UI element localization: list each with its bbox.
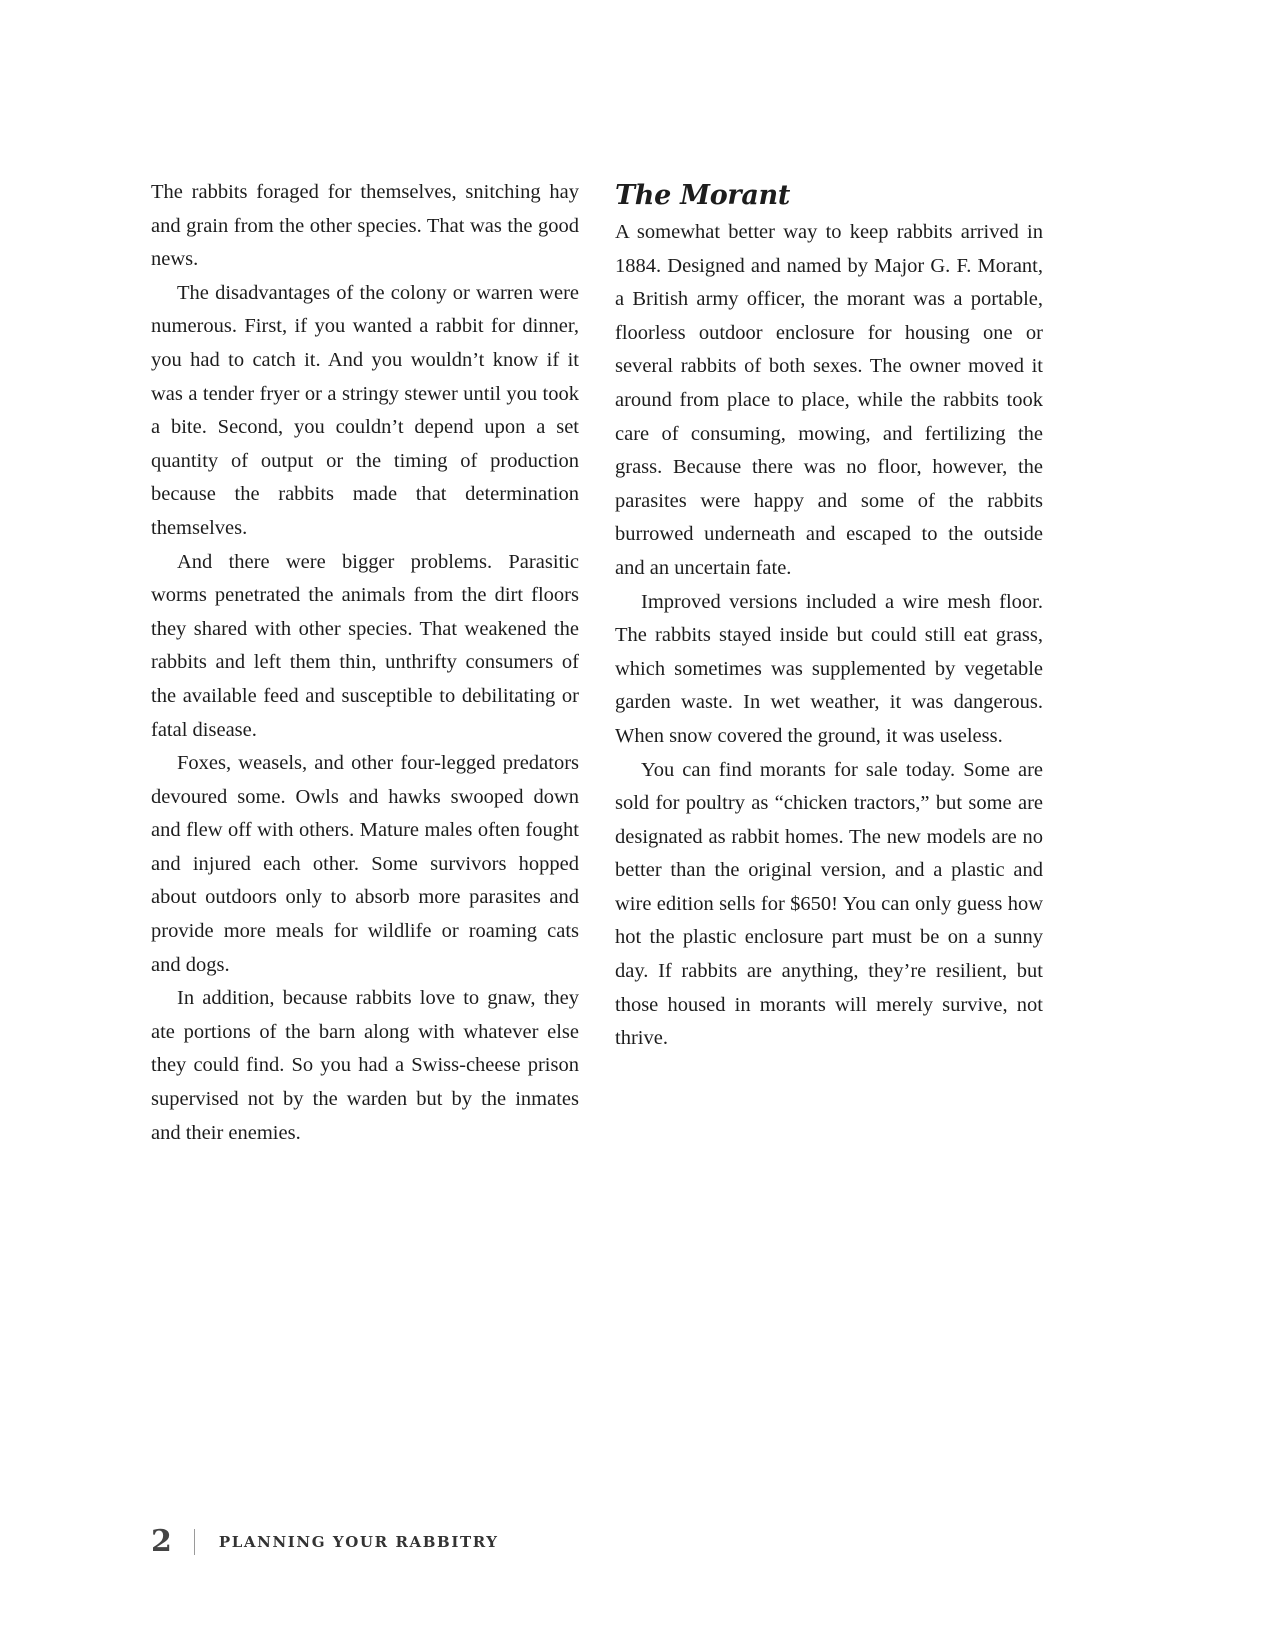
page-number: 2 [151,1524,172,1559]
body-paragraph: Improved versions included a wire mesh floor. The rabbits stayed inside but could still eat grass, which sometimes was supplemented by vegetable garden waste. In wet weather, it was dangerous. When snow covered the ground, it was useless. [615,590,1043,747]
footer-divider [194,1529,195,1555]
body-paragraph: The disadvantages of the colony or warren were numerous. First, if you wanted a rabbit for dinner, you had to catch it. And you wouldn’t know if it was a tender fryer or a stringy stewer until you took a bite. Second, you couldn’t depend upon a set quantity of output or the timing of production because the rabbits made that determination themselves. [151,281,579,539]
page-footer [151,1522,499,1562]
section-heading: The Morant [615,180,791,211]
body-paragraph: A somewhat better way to keep rabbits arrived in 1884. Designed and named by Major G. F. Morant, a British army officer, the morant was a portable, floorless outdoor enclosure for housing one or several rabbits of both sexes. The owner moved it around from place to place, while the rabbits took care of consuming, mowing, and fertilizing the grass. Because there was no floor, however, the parasites were happy and some of the rabbits burrowed underneath and escaped to the outside and an uncertain fate. [615,221,1043,579]
right-column [615,176,1043,1056]
body-paragraph: And there were bigger problems. Parasitic worms penetrated the animals from the dirt floors they shared with other species. That weakened the rabbits and left them thin, unthrifty consumers of the available feed and susceptible to debilitating or fatal disease. [151,550,579,741]
body-paragraph: In addition, because rabbits love to gnaw, they ate portions of the barn along with whatever else they could find. So you had a Swiss-cheese prison supervised not by the warden but by the inmates and their enemies. [151,987,579,1144]
body-paragraph: The rabbits foraged for themselves, snitching hay and grain from the other species. That was the good news. [151,181,579,271]
running-title: PLANNING YOUR RABBITRY [218,1533,499,1551]
body-paragraph: Foxes, weasels, and other four-legged predators devoured some. Owls and hawks swooped down and flew off with others. Mature males often fought and injured each other. Some survivors hopped about outdoors only to absorb more parasites and provide more meals for wildlife or roaming cats and dogs. [151,752,579,976]
body-paragraph: You can find morants for sale today. Some are sold for poultry as “chicken tractors,” but some are designated as rabbit homes. The new models are no better than the original version, and a plastic and wire edition sells for $650! You can only guess how hot the plastic enclosure part must be on a sunny day. If rabbits are anything, they’re resilient, but those housed in morants will merely survive, not thrive. [615,758,1043,1050]
left-column [151,176,579,1150]
